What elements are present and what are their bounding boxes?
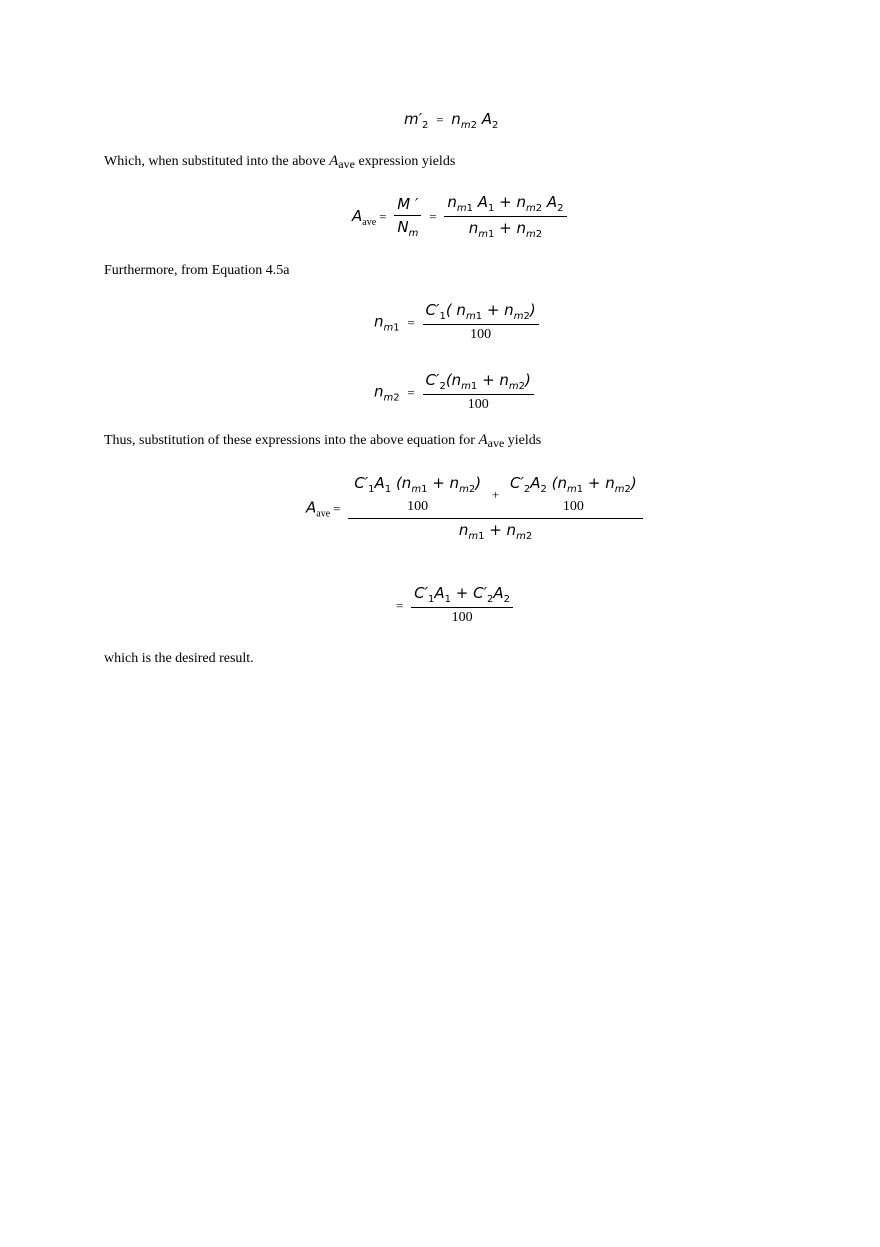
paragraph-result: which is the desired result. — [104, 651, 254, 666]
equation-a-ave: $A_{ave}$ = $\frac{M '}{N_m}$ = $\frac{n_{m1} A_1 + n_{m2} A_2}{n_{m1} + n_{m2}}$ — [352, 193, 567, 240]
paragraph-substitution: Which, when substituted into the above $A_{ave}$ expression yields — [104, 153, 456, 171]
equation-n-m2: $n_{m2}$ = $\frac{C'_2(n_{m1} + n_{m2})}{100}$ — [374, 371, 534, 413]
paragraph-equation-ref: Furthermore, from Equation 4.5a — [104, 263, 290, 278]
equation-a-ave-substituted: $A_{ave}$ = $C'_1A_1$ $(n_{m1} + n_{m2})$ 100 + $C'_2A_2$ $(n_{m1} + n_{m2})$ 100 $n_{m1} + n_{m2}$ — [306, 474, 643, 542]
equation-result: = $\frac{C'_1A_1 + C'_2A_2}{100}$ — [393, 584, 513, 626]
equation-m2: $m'_2 = n_{m2}$ $A_2$ — [404, 110, 499, 131]
paragraph-thus: Thus, substitution of these expressions into the above equation for $A_{ave}$ yields — [104, 432, 542, 450]
equation-n-m1: $n_{m1}$ = $\frac{C'_1( n_{m1} + n_{m2})}{100}$ — [374, 301, 539, 343]
